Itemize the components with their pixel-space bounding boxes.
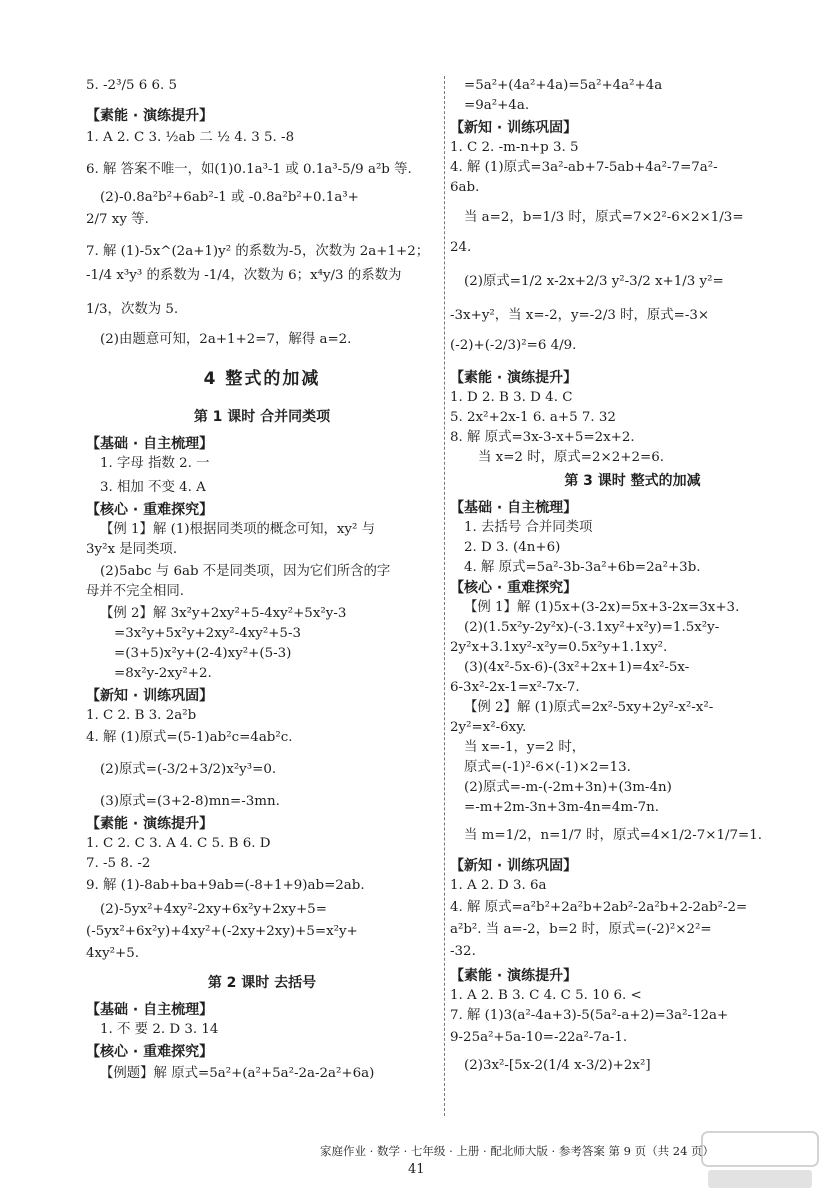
- right-line-15: 当 x=2 时，原式=2×2+2=6.: [478, 450, 664, 465]
- right-line-0: =5a²+(4a²+4a)=5a²+4a²+4a: [464, 78, 663, 93]
- right-line-32: =-m+2m-3n+3m-4n=4m-7n.: [464, 800, 660, 815]
- right-line-33: 当 m=1/2，n=1/7 时，原式=4×1/2-7×1/7=1.: [464, 828, 763, 843]
- left-line-10: 4 整式的加减: [203, 369, 321, 389]
- left-line-8: 1/3，次数为 5.: [86, 302, 179, 317]
- left-line-12: 【基础 · 自主梳理】: [86, 436, 214, 452]
- left-line-13: 1. 字母 指数 2. 一: [100, 456, 210, 471]
- left-line-15: 【核心 · 重难探究】: [86, 502, 214, 518]
- left-line-6: 7. 解 (1)-5x^(2a+1)y² 的系数为-5，次数为 2a+1+2；: [86, 244, 430, 259]
- left-line-39: 【核心 · 重难探究】: [86, 1044, 214, 1060]
- left-line-7: -1/4 x³y³ 的系数为 -1/4，次数为 6；x⁴y/3 的系数为: [86, 268, 402, 283]
- left-line-32: 9. 解 (1)-8ab+ba+9ab=(-8+1+9)ab=2ab.: [86, 878, 365, 893]
- left-line-28: (3)原式=(3+2-8)mn=-3mn.: [100, 794, 280, 809]
- left-line-26: 4. 解 (1)原式=(5-1)ab²c=4ab²c.: [86, 730, 293, 745]
- right-line-8: (2)原式=1/2 x-2x+2/3 y²-3/2 x+1/3 y²=: [464, 274, 724, 289]
- right-line-42: 9-25a²+5a-10=-22a²-7a-1.: [450, 1030, 628, 1045]
- right-line-29: 当 x=-1，y=2 时，: [464, 740, 586, 755]
- right-line-11: 【素能 · 演练提升】: [450, 370, 578, 386]
- right-line-24: 2y²x+3.1xy²-x²y=0.5x²y+1.1xy².: [450, 640, 668, 655]
- left-line-36: 第 2 课时 去括号: [207, 975, 317, 991]
- left-line-31: 7. -5 8. -2: [86, 856, 151, 871]
- left-line-27: (2)原式=(-3/2+3/2)x²y³=0.: [100, 762, 277, 777]
- right-line-34: 【新知 · 训练巩固】: [450, 858, 578, 874]
- right-line-5: 6ab.: [450, 180, 480, 195]
- right-line-6: 当 a=2，b=1/3 时，原式=7×2²-6×2×1/3=: [464, 210, 744, 225]
- right-line-36: 4. 解 原式=a²b²+2a²b+2ab²-2a²b+2-2ab²-2=: [450, 900, 748, 915]
- right-line-3: 1. C 2. -m-n+p 3. 5: [450, 140, 579, 155]
- right-line-14: 8. 解 原式=3x-3-x+5=2x+2.: [450, 430, 635, 445]
- page-number: 41: [408, 1162, 425, 1177]
- left-line-2: 1. A 2. C 3. ½ab 二 ½ 4. 3 5. -8: [86, 130, 295, 145]
- left-line-9: (2)由题意可知，2a+1+2=7，解得 a=2.: [100, 332, 352, 347]
- right-line-18: 1. 去括号 合并同类项: [464, 520, 593, 535]
- right-line-19: 2. D 3. (4n+6): [464, 540, 561, 555]
- left-column: [86, 78, 438, 1086]
- watermark-logo: [700, 1130, 820, 1192]
- right-line-22: 【例 1】解 (1)5x+(3-2x)=5x+3-2x=3x+3.: [464, 600, 740, 615]
- right-line-9: -3x+y²，当 x=-2，y=-2/3 时，原式=-3×: [450, 308, 710, 323]
- left-line-30: 1. C 2. C 3. A 4. C 5. B 6. D: [86, 836, 271, 851]
- left-line-40: 【例题】解 原式=5a²+(a²+5a²-2a-2a²+6a): [100, 1066, 375, 1081]
- left-line-14: 3. 相加 不变 4. A: [100, 480, 206, 495]
- right-line-1: =9a²+4a.: [464, 98, 530, 113]
- left-line-37: 【基础 · 自主梳理】: [86, 1002, 214, 1018]
- left-line-0: 5. -2³/5 6 6. 5: [86, 78, 178, 93]
- left-line-11: 第 1 课时 合并同类项: [193, 409, 331, 425]
- right-line-41: 7. 解 (1)3(a²-4a+3)-5(5a²-a+2)=3a²-12a+: [450, 1008, 729, 1023]
- right-line-30: 原式=(-1)²-6×(-1)×2=13.: [464, 760, 631, 775]
- page-footer: 家庭作业 · 数学 · 七年级 · 上册 · 配北师大版 · 参考答案 第 9 页（共 24 页）: [320, 1144, 715, 1158]
- right-line-28: 2y²=x²-6xy.: [450, 720, 527, 735]
- left-line-24: 【新知 · 训练巩固】: [86, 688, 214, 704]
- right-line-40: 1. A 2. B 3. C 4. C 5. 10 6. <: [450, 988, 642, 1003]
- right-line-39: 【素能 · 演练提升】: [450, 968, 578, 984]
- left-line-1: 【素能 · 演练提升】: [86, 108, 214, 124]
- right-line-10: (-2)+(-2/3)²=6 4/9.: [450, 338, 577, 353]
- right-line-16: 第 3 课时 整式的加减: [564, 473, 701, 489]
- left-line-33: (2)-5yx²+4xy²-2xy+6x²y+2xy+5=: [100, 902, 327, 917]
- left-line-19: 母并不完全相同.: [86, 584, 184, 599]
- left-line-22: =(3+5)x²y+(2-4)xy²+(5-3): [114, 646, 292, 661]
- left-line-3: 6. 解 答案不唯一，如(1)0.1a³-1 或 0.1a³-5/9 a²b 等.: [86, 162, 412, 177]
- left-line-5: 2/7 xy 等.: [86, 212, 149, 227]
- right-line-27: 【例 2】解 (1)原式=2x²-5xy+2y²-x²-x²-: [464, 700, 714, 715]
- left-line-38: 1. 不 要 2. D 3. 14: [100, 1022, 219, 1037]
- left-line-20: 【例 2】解 3x²y+2xy²+5-4xy²+5x²y-3: [100, 606, 347, 621]
- right-line-37: a²b². 当 a=-2，b=2 时，原式=(-2)²×2²=: [450, 922, 712, 937]
- right-line-12: 1. D 2. B 3. D 4. C: [450, 390, 573, 405]
- right-line-26: 6-3x²-2x-1=x²-7x-7.: [450, 680, 580, 695]
- right-line-31: (2)原式=-m-(-2m+3n)+(3m-4n): [464, 780, 672, 795]
- left-line-4: (2)-0.8a²b²+6ab²-1 或 -0.8a²b²+0.1a³+: [100, 190, 359, 205]
- right-line-23: (2)(1.5x²y-2y²x)-(-3.1xy²+x²y)=1.5x²y-: [464, 620, 720, 635]
- right-line-7: 24.: [450, 240, 472, 255]
- left-line-21: =3x²y+5x²y+2xy²-4xy²+5-3: [114, 626, 301, 641]
- right-line-17: 【基础 · 自主梳理】: [450, 500, 578, 516]
- right-line-35: 1. A 2. D 3. 6a: [450, 878, 547, 893]
- right-line-43: (2)3x²-[5x-2(1/4 x-3/2)+2x²]: [464, 1058, 651, 1073]
- left-line-16: 【例 1】解 (1)根据同类项的概念可知，xy² 与: [100, 522, 375, 537]
- left-line-35: 4xy²+5.: [86, 946, 140, 961]
- left-line-23: =8x²y-2xy²+2.: [114, 666, 212, 681]
- left-line-34: (-5yx²+6x²y)+4xy²+(-2xy+2xy)+5=x²y+: [86, 924, 358, 939]
- right-line-4: 4. 解 (1)原式=3a²-ab+7-5ab+4a²-7=7a²-: [450, 160, 718, 175]
- column-divider: [444, 76, 445, 1116]
- left-line-18: (2)5abc 与 6ab 不是同类项，因为它们所含的字: [100, 564, 391, 579]
- right-column: [450, 78, 815, 1088]
- left-line-29: 【素能 · 演练提升】: [86, 816, 214, 832]
- right-line-38: -32.: [450, 944, 476, 959]
- right-line-25: (3)(4x²-5x-6)-(3x²+2x+1)=4x²-5x-: [464, 660, 690, 675]
- right-line-2: 【新知 · 训练巩固】: [450, 120, 578, 136]
- right-line-20: 4. 解 原式=5a²-3b-3a²+6b=2a²+3b.: [464, 560, 701, 575]
- right-line-13: 5. 2x²+2x-1 6. a+5 7. 32: [450, 410, 616, 425]
- right-line-21: 【核心 · 重难探究】: [450, 580, 578, 596]
- left-line-25: 1. C 2. B 3. 2a²b: [86, 708, 197, 723]
- left-line-17: 3y²x 是同类项.: [86, 542, 178, 557]
